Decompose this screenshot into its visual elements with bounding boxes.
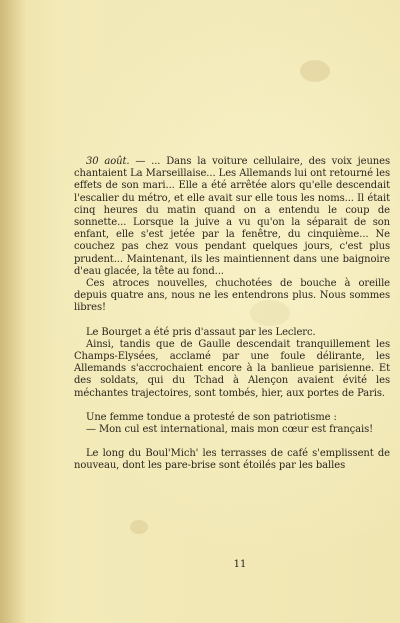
paragraph-5: Une femme tondue a protesté de son patriotisme :: [86, 411, 337, 423]
paragraph-6: — Mon cul est international, mais mon cœur est français!: [86, 424, 374, 436]
page-number: 11: [233, 559, 247, 570]
paper-stain: [300, 60, 330, 82]
paragraph-4: Ainsi, tandis que de Gaulle descendait tranquillement les Champs-Elysées, acclamé par une foule délirante, les Allemands s'accrochaient encore à la banlieue parisienne. Et des soldats, qui du Tchad à Alençon avaient évité les méchantes trajectoires, sont tombés, hier, aux portes de Paris.: [74, 338, 390, 399]
paper-stain: [130, 520, 148, 534]
entry-date: 30 août.: [86, 156, 130, 167]
paragraph-1: 30 août. — ... Dans la voiture cellulaire, des voix jeunes chantaient La Marseillaise... Les Allemands lui ont retourné les effets de son mari... Elle a été arrêtée alors qu'elle descendait l'escalier du métro, et elle avait sur elle tous les noms... Il était cinq heures du matin quand on a entendu le coup de sonnette... Lorsque la juive a vu qu'on la séparait de son enfant, elle s'est jetée par la fenêtre, du cinquième... Ne couchez pas chez vous pendant quelques jours, c'est plus prudent... Maintenant, ils les maintiennent dans une baignoire d'eau glacée, la tête au fond...: [74, 156, 390, 277]
paragraph-7: Le long du Boul'Mich' les terrasses de café s'emplissent de nouveau, dont les pare-brise sont étoilés par les balles: [74, 448, 390, 472]
binding-shadow: [0, 0, 26, 623]
paragraph-2: Ces atroces nouvelles, chuchotées de bouche à oreille depuis quatre ans, nous ne les entendrons plus. Nous sommes libres!: [74, 278, 390, 314]
body-text: [74, 156, 390, 473]
paragraph-3: Le Bourget a été pris d'assaut par les Leclerc.: [86, 326, 316, 338]
